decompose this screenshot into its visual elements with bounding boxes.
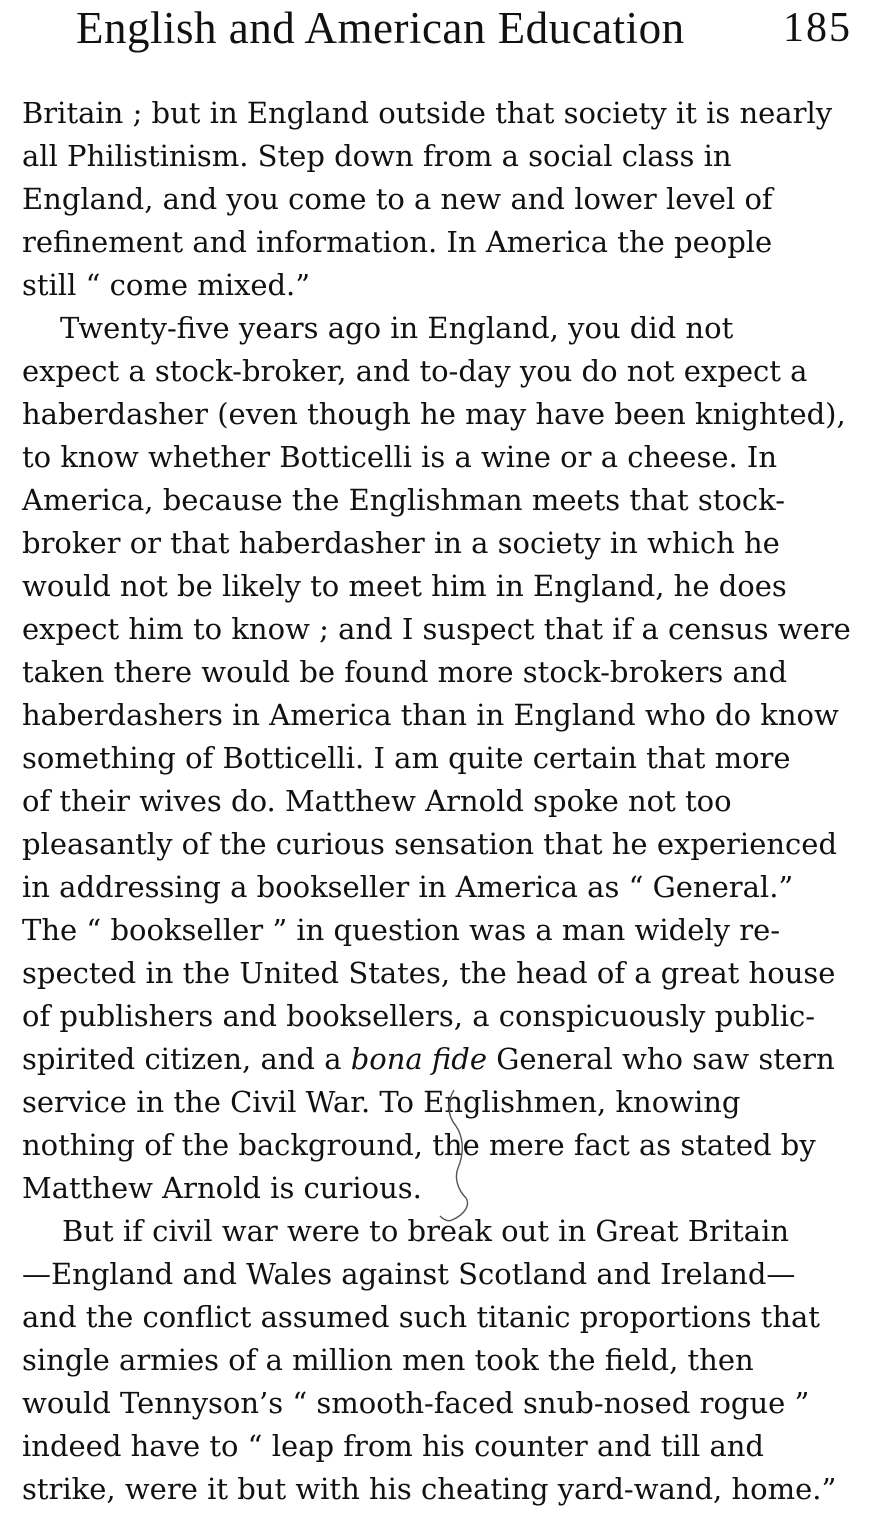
text-line: indeed have to “ leap from his counter and till and [22,1429,764,1463]
text-line: single armies of a million men took the field, then [22,1343,754,1377]
text-line: would Tennyson’s “ smooth-faced snub-nosed rogue ” [22,1386,810,1420]
text-line: pleasantly of the curious sensation that he experienced [22,827,838,861]
page-number: 185 [783,5,852,51]
text-line: haberdashers in America than in England who do know [22,698,839,732]
text-line: haberdasher (even though he may have been knighted), [22,397,846,431]
text-line: and the conflict assumed such titanic proportions that [22,1300,820,1334]
text-line: broker or that haberdasher in a society in which he [22,526,780,560]
text-line: refinement and information. In America the people [22,225,773,259]
text-line: to know whether Botticelli is a wine or a cheese. In [22,440,778,474]
text-line: Matthew Arnold is curious. [22,1171,422,1205]
text-line: nothing of the background, the mere fact as stated by [22,1128,816,1162]
text-line: still “ come mixed.” [22,268,311,302]
running-title: English and American Education [76,3,685,53]
text-line: spirited citizen, and a bona fide General who saw stern [22,1042,835,1076]
text-line: of publishers and booksellers, a conspicuously public- [22,999,816,1033]
text-line: would not be likely to meet him in England, he does [22,569,787,603]
text-line: Twenty-five years ago in England, you did not [60,311,734,345]
text-line: of their wives do. Matthew Arnold spoke not too [22,784,732,818]
text-line: expect him to know ; and I suspect that if a census were [22,612,851,646]
italic-phrase: bona fide [350,1042,487,1076]
text-line: But if civil war were to break out in Great Britain [62,1214,790,1248]
text-line: England, and you come to a new and lower level of [22,182,773,216]
text-line: expect a stock-broker, and to-day you do not expect a [22,354,808,388]
text-line: taken there would be found more stock-brokers and [22,655,788,689]
text-line: —England and Wales against Scotland and Ireland— [22,1257,796,1291]
text-line: all Philistinism. Step down from a social class in [22,139,732,173]
text-line: something of Botticelli. I am quite certain that more [22,741,791,775]
text-line: strike, were it but with his cheating yard-wand, home.” [22,1472,837,1506]
text-line: in addressing a bookseller in America as “ General.” [22,870,794,904]
text-line: Britain ; but in England outside that society it is nearly [22,96,833,130]
running-head [76,2,852,58]
text-line: spected in the United States, the head of a great house [22,956,836,990]
text-line: The “ bookseller ” in question was a man widely re- [22,913,781,947]
text-line: service in the Civil War. To Englishmen, knowing [22,1085,741,1119]
text-line: America, because the Englishman meets that stock- [22,483,785,517]
